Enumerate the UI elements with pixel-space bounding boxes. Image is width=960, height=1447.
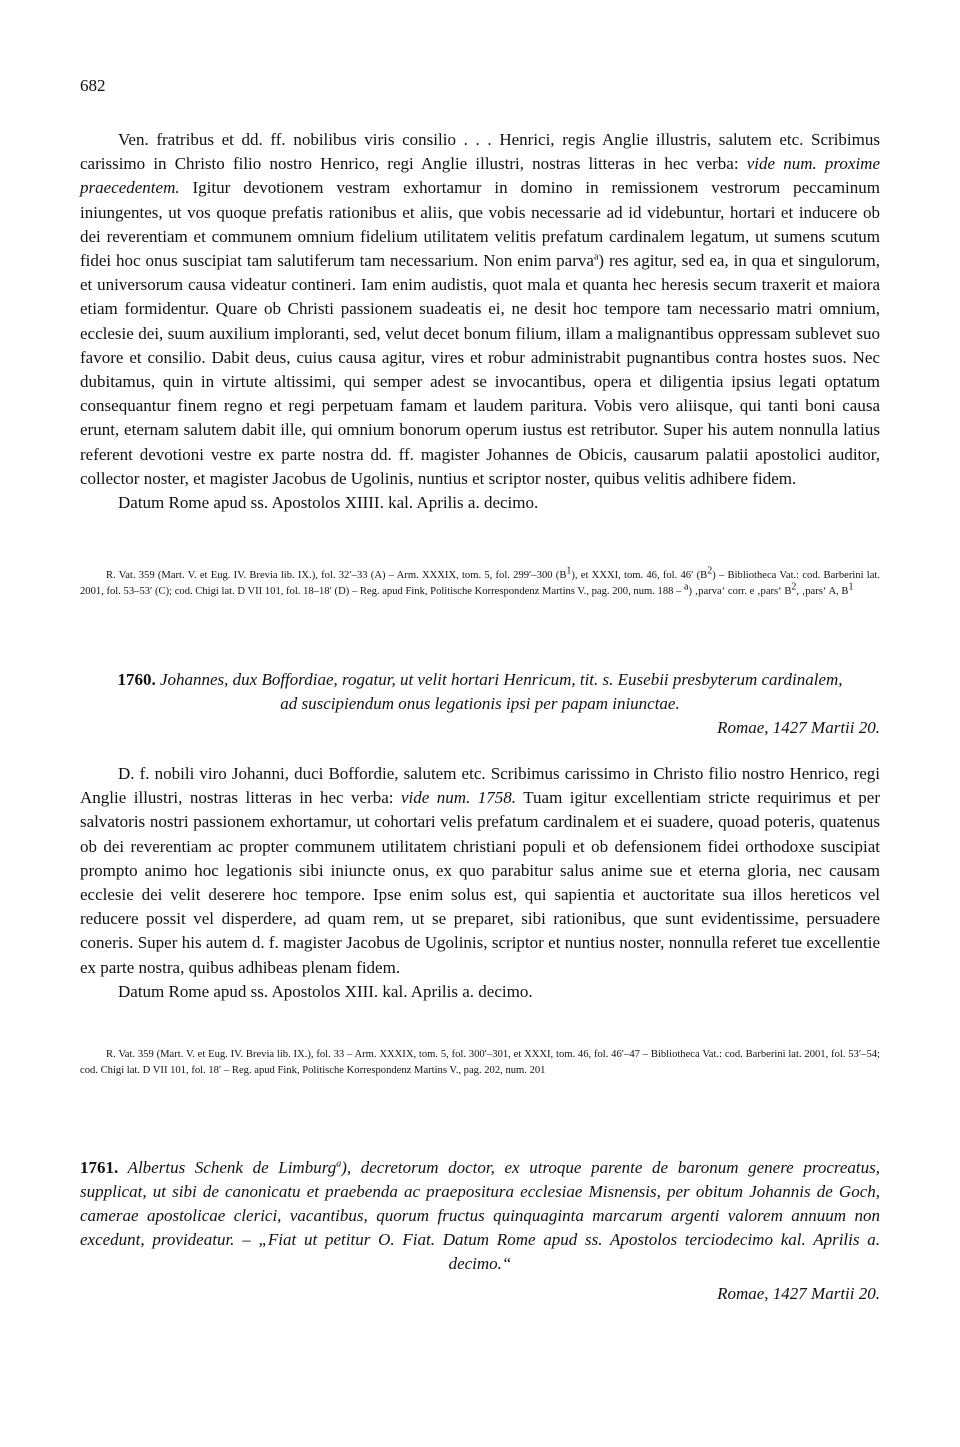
superscript: 2 [791,581,797,593]
source-citation [80,565,881,600]
source-citation: R. Vat. 359 (Mart. V. et Eug. IV. Brevia lib. IX.), fol. 33 – Arm. XXXIX, tom. 5, fol. 300′–301, et XXXI, tom. 46, fol. 46′–47 – Bibliotheca Vat.: cod. Barberini lat. 2001, fol. 53′–54; cod. Chigi lat. D VII 101, fol. 18′ – Reg. apud Fink, Politische Korrespondenz Martins V., pag. 202, num. 201 [80,1049,880,1077]
entry-heading [80,1156,880,1276]
footnote-marker: a [593,251,599,263]
footnote-marker: a [336,1158,342,1170]
entry-1760-body [80,762,880,1004]
entry-number: 1761. [80,1158,119,1177]
letter-body [80,762,880,980]
source-text: R. Vat. 359 (Mart. V. et Eug. IV. Brevia lib. IX.), fol. 32′–33 (A) – Arm. XXXIX, tom. 5, fol. 299′–300 (B [106,570,567,581]
entry-1761 [80,1156,880,1306]
letter-text: Igitur devotionem vestram exhortamur in domino in remissionem vestrorum peccaminum iniungentes, ut vos quoque prefatis rationibus et aliis, que vobis necessarie ad id videbuntur, hortari et inducere ob dei reverentiam et communem omnium fidelium utilitatem velitis prefatum cardinalem legatum, ut sumens scutum fidei hoc onus suscipiat tam salutiferum tam necessarium. Non enim parva [80,178,880,271]
datum-line: Datum Rome apud ss. Apostolos XIII. kal. Aprilis a. decimo. [118,981,533,1001]
superscript: a [684,581,689,593]
cross-reference: vide num. proxime praecedentem. [80,154,881,198]
entry-1760 [80,668,880,740]
superscript: 1 [848,581,854,593]
letter-body [80,128,880,491]
source-text: ) – Bibliotheca Vat.: cod. Barberini lat. 2001, fol. 53–53′ (C); cod. Chigi lat. D VII 101, fol. 18–18′ (D) – Reg. apud Fink, Politische Korrespondenz Martins V., pag. 200, num. 188 – [80,570,881,598]
letter-opening: D. f. nobili viro Johanni, duci Boffordie, salutem etc. Scribimus carissimo in Christo filio nostro Henrico, regi Anglie illustri, nostras litteras in hec verba: [80,764,880,808]
entry-title-line1: Johannes, dux Boffordiae, rogatur, ut velit hortari Henricum, tit. s. Eusebii presbyterum cardinalem, [155,670,843,689]
cross-reference: vide num. 1758. [401,788,517,808]
superscript: 1 [566,565,572,577]
source-text: ), et XXXI, tom. 46, fol. 46′ (B [571,570,708,581]
entry-title-line2: ad suscipiendum onus legationis ipsi per papam iniunctae. [280,694,680,713]
entry-heading [80,668,880,692]
source-text: , ‚pars‘ A, B [796,586,849,598]
superscript: 2 [707,565,713,577]
page-number: 682 [80,76,106,95]
place-date: Romae, 1427 Martii 20. [717,718,880,737]
place-date: Romae, 1427 Martii 20. [717,1284,880,1303]
source-text: ) ‚parva‘ corr. e ‚pars‘ B [688,586,792,598]
entry-title: Albertus Schenk de Limburg [118,1158,337,1177]
letter-text-continued: ) res agitur, sed ea, in qua et singulorum, et universorum causa videatur contineri. Iam enim audistis, quot mala et quanta hec heresis secum traxerit et maiora etiam formidentur. Quare ob Christi passionem suadeatis ei, ne desit hoc tempore tam necessario matri omnium, ecclesie dei, suum auxilium imploranti, sed, velut decet bonum filium, illam a malignantibus oppressam sublevet suo favore et consilio. Dabit deus, cuius causa agitur, vires et robur administrabit pugnantibus contra hostes suos. Nec dubitamus, quin in virtute altissimi, qui semper adest se invocantibus, opera et diligentia ipsius legati optatum consequantur finem regno et regi perpetuam famam et laudem paritura. Vobis vero aliisque, qui tanti boni causa erunt, eternam salutem dabit ille, qui omnium bonorum operum iustus est retributor. Super his autem nonnulla latius referent devotioni vestre ex parte nostra dd. ff. magister Johannes de Obicis, causarum palatii apostolici auditor, collector noster, et magister Jacobus de Ugolinis, nuntius et scriptor noster, quibus velitis adhibere fidem. [80,251,880,488]
entry-number: 1760. [117,670,156,689]
letter-continuation [80,128,880,515]
source-note [80,1047,880,1079]
source-note [80,565,881,600]
letter-text: Tuam igitur excellentiam stricte requirimus et per salvatoris nostri passionem exhortamur, ut cohortari velis prefatum cardinalem et ei suadere, quoad poteris, quatenus ob dei reverentiam ac propter communem utilitatem christiani populi et ob defensionem fidei orthodoxe suscipiat prompto animo hoc legationis sibi iniuncte onus, ex quo parabitur salus anime sue et eterna gloria, nec causam ecclesie dei velit deserere hoc tempore. Ipse enim solus est, qui sapientia et auctoritate sua illos hereticos vel reducere possit vel disperdere, ad quam rem, ut se preparet, sibi rationibus, que sunt evidentissime, persuadere coneris. Super his autem d. f. magister Jacobus de Ugolinis, scriptor et nuntius noster, nonnulla referet tue excellentie ex parte nostra, quibus adhibeas plenam fidem. [80,788,881,977]
letter-opening: Ven. fratribus et dd. ff. nobilibus viris consilio . . . Henrici, regis Anglie illustris, salutem etc. Scribimus carissimo in Christo filio nostro Henrico, regi Anglie illustri, nostras litteras in hec verba: [80,130,880,174]
entry-title-continued: ), decretorum doctor, ex utroque parente de baronum genere procreatus, supplicat, ut sibi de canonicatu et praebenda ac praepositura ecclesiae Misnensis, per obitum Johannis de Goch, camerae apostolicae clerici, vacantibus, quorum fructus quinquaginta marcarum argenti valorem annuum non excedunt, provideatur. – „Fiat ut petitur O. Fiat. Datum Rome apud ss. Apostolos terciodecimo kal. Aprilis a. decimo.“ [80,1158,881,1273]
datum-line: Datum Rome apud ss. Apostolos XIIII. kal. Aprilis a. decimo. [118,493,539,513]
